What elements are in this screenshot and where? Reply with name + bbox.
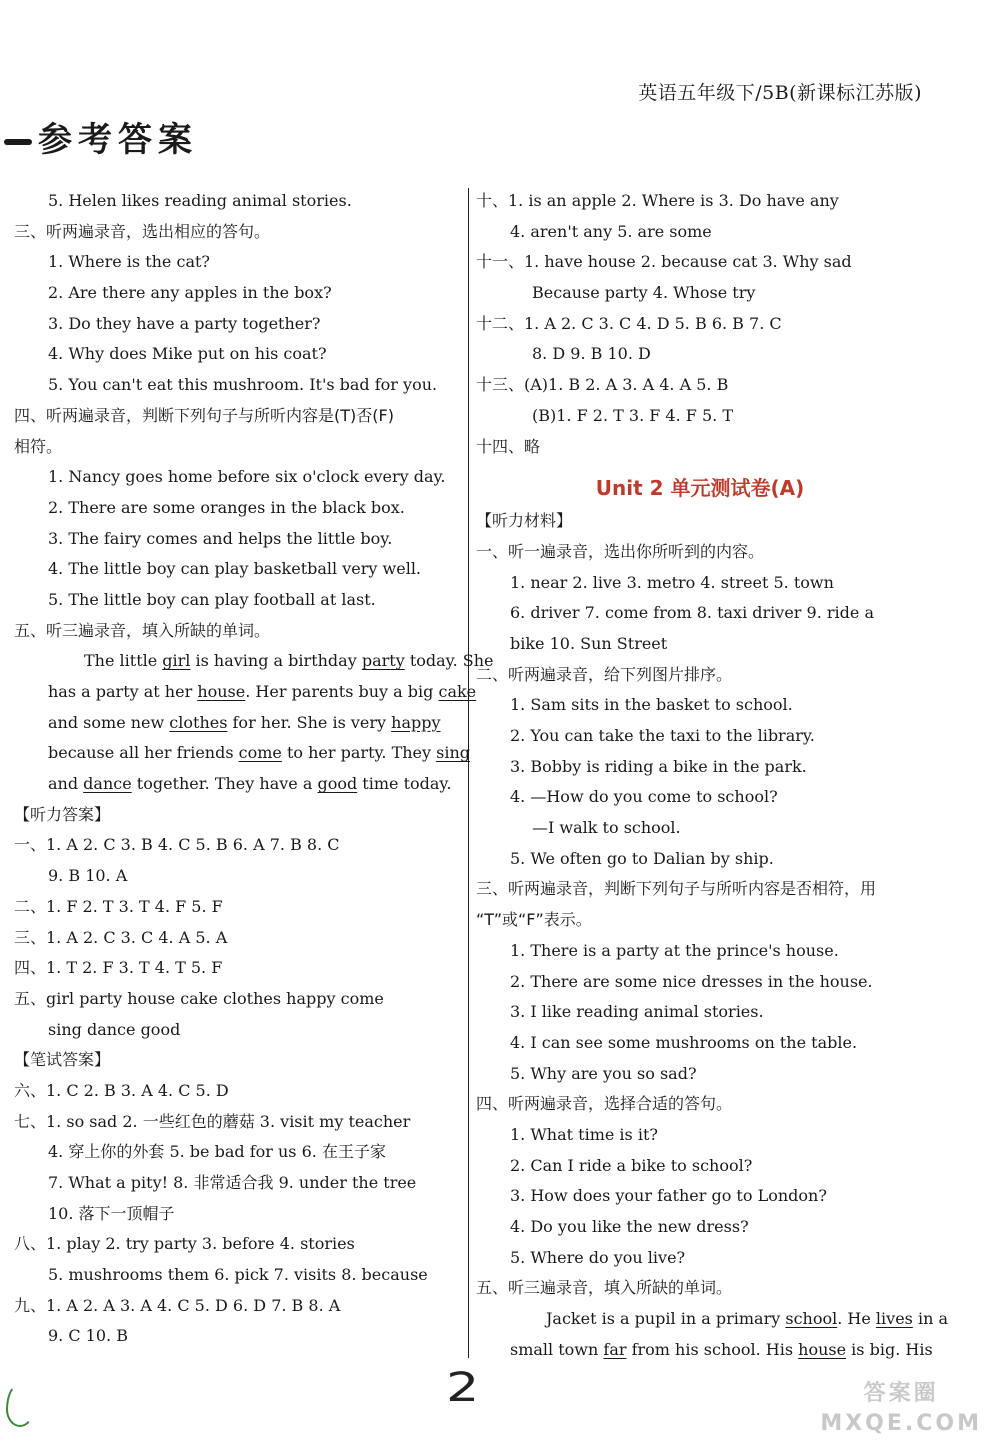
leaf-decoration-icon	[6, 1383, 34, 1427]
blank-answer: happy	[391, 712, 441, 732]
list-item: 3. How does your father go to London?	[510, 1186, 827, 1206]
right-column	[476, 186, 949, 1365]
answer-line: 十三、(A)1. B 2. A 3. A 4. A 5. B	[476, 375, 729, 395]
blank-answer: girl	[162, 651, 191, 671]
passage-text: has a party at her	[48, 682, 198, 701]
passage-text: small town	[510, 1339, 604, 1359]
answer-line: 六、1. C 2. B 3. A 4. C 5. D	[14, 1080, 229, 1100]
passage-text: . Her parents buy a big	[245, 682, 439, 701]
list-item: 2. There are some nice dresses in the house.	[510, 971, 873, 991]
answer-line: 5. mushrooms them 6. pick 7. visits 8. because	[48, 1265, 428, 1285]
passage-line	[14, 708, 462, 739]
blank-answer: party	[361, 651, 405, 671]
blank-answer: dance	[83, 774, 132, 794]
passage-text: from his school. His	[626, 1339, 799, 1359]
list-item: 1. What time is it?	[510, 1124, 658, 1144]
list-item: 1. Sam sits in the basket to school.	[510, 695, 793, 715]
blank-answer: sing	[436, 743, 471, 763]
blank-answer: house	[798, 1339, 847, 1359]
page-number: 2	[446, 1365, 480, 1411]
passage-line	[14, 677, 477, 708]
left-column	[14, 186, 494, 1352]
passage-text: and some new	[48, 712, 170, 732]
answer-line: 八、1. play 2. try party 3. before 4. stories	[14, 1234, 355, 1254]
passage-line	[14, 738, 471, 769]
passage-text: today. She	[404, 651, 494, 671]
passage-text: to her party. They	[281, 743, 437, 763]
answer-line: 一、1. A 2. C 3. B 4. C 5. B 6. A 7. B 8. C	[14, 835, 340, 855]
watermark-text: 答案圈	[863, 1381, 939, 1406]
section-heading: 五、听三遍录音，填入所缺的单词。	[476, 1278, 733, 1298]
section-heading: 四、听两遍录音，选择合适的答句。	[476, 1094, 733, 1114]
section-heading: 一、听一遍录音，选出你所听到的内容。	[476, 541, 765, 561]
passage-text: is big. His	[846, 1339, 933, 1359]
answer-line: 4. 穿上你的外套 5. be bad for us 6. 在王子家	[48, 1142, 386, 1162]
list-item: 3. The fairy comes and helps the little boy.	[48, 528, 393, 548]
section-heading-cont: “T”或“F”表示。	[476, 910, 592, 930]
list-item: 2. Are there any apples in the box?	[48, 283, 332, 303]
answer-line: 十二、1. A 2. C 3. C 4. D 5. B 6. B 7. C	[476, 313, 782, 333]
blank-answer: clothes	[169, 712, 228, 732]
passage-text: for her. She is very	[227, 712, 392, 732]
section-heading: 二、听两遍录音，给下列图片排序。	[476, 664, 733, 684]
listening-material-title: 【听力材料】	[476, 511, 573, 531]
list-item: 2. Can I ride a bike to school?	[510, 1155, 753, 1175]
answer-line: 五、girl party house cake clothes happy come	[14, 988, 384, 1008]
section-title-text: 参考答案	[38, 120, 198, 160]
list-item: 3. Do they have a party together?	[48, 313, 321, 333]
passage-line	[476, 1304, 949, 1335]
column-divider	[468, 188, 469, 1358]
section-heading: 三、听两遍录音，判断下列句子与所听内容是否相符，用	[476, 879, 877, 899]
answer-line: (B)1. F 2. T 3. F 4. F 5. T	[532, 405, 733, 425]
list-item: 4. Why does Mike put on his coat?	[48, 344, 327, 364]
list-item: 1. near 2. live 3. metro 4. street 5. town	[510, 572, 834, 592]
blank-answer: come	[238, 743, 282, 763]
answer-line: 九、1. A 2. A 3. A 4. C 5. D 6. D 7. B 8. A	[14, 1295, 341, 1315]
answer-line: 十四、略	[476, 436, 541, 456]
blank-answer: school	[785, 1309, 838, 1329]
list-item: 4. I can see some mushrooms on the table.	[510, 1032, 858, 1052]
passage-line	[14, 646, 494, 677]
list-item: 4. —How do you come to school?	[510, 787, 778, 807]
passage-text: together. They have a	[131, 774, 318, 794]
section-heading: 四、听两遍录音，判断下列句子与所听内容是(T)否(F)	[14, 405, 394, 425]
list-item: 6. driver 7. come from 8. taxi driver 9. ride a	[510, 603, 874, 623]
list-item: 5. Why are you so sad?	[510, 1063, 697, 1083]
watermark	[820, 1379, 982, 1439]
written-answers-title: 【笔试答案】	[14, 1050, 111, 1070]
passage-text: time today.	[357, 774, 452, 794]
list-item: 4. The little boy can play basketball very well.	[48, 559, 422, 579]
book-title: 英语五年级下/5B(新课标江苏版)	[638, 82, 922, 104]
passage-text: The little	[84, 651, 163, 671]
list-item: 3. Bobby is riding a bike in the park.	[510, 756, 807, 776]
list-item: 3. I like reading animal stories.	[510, 1002, 764, 1022]
blank-answer: good	[317, 774, 358, 794]
passage-text: Jacket is a pupil in a primary	[546, 1309, 786, 1329]
passage-line	[14, 769, 462, 800]
listening-answers-title: 【听力答案】	[14, 804, 111, 824]
list-item: 1. Where is the cat?	[48, 252, 210, 272]
list-item: 2. You can take the taxi to the library.	[510, 726, 815, 745]
answer-line: 7. What a pity! 8. 非常适合我 9. under the tree	[48, 1173, 417, 1192]
list-item: 2. There are some oranges in the black box.	[48, 497, 405, 517]
answer-line: 10. 落下一顶帽子	[48, 1203, 175, 1223]
blank-answer: cake	[438, 682, 477, 701]
list-item: 5. You can't eat this mushroom. It's bad for you.	[48, 375, 438, 395]
answer-line: 四、1. T 2. F 3. T 4. T 5. F	[14, 958, 223, 978]
answer-line: 8. D 9. B 10. D	[532, 344, 651, 364]
list-item: —I walk to school.	[532, 818, 681, 838]
blank-answer: lives	[875, 1309, 913, 1329]
answer-line: 三、1. A 2. C 3. C 4. A 5. A	[14, 927, 228, 947]
list-item: 4. Do you like the new dress?	[510, 1217, 749, 1236]
passage-text: . He	[837, 1309, 876, 1329]
answer-line: 4. aren't any 5. are some	[510, 221, 712, 241]
text-line: 5. Helen likes reading animal stories.	[48, 191, 352, 210]
blank-answer: far	[603, 1339, 627, 1359]
passage-text: and	[48, 774, 84, 794]
answer-line: 二、1. F 2. T 3. T 4. F 5. F	[14, 896, 223, 916]
title-mark-icon	[4, 139, 32, 145]
answer-line: 十、1. is an apple 2. Where is 3. Do have any	[476, 191, 839, 210]
list-item: 5. We often go to Dalian by ship.	[510, 848, 774, 868]
list-item: 1. There is a party at the prince's house.	[510, 940, 839, 960]
list-item: 5. The little boy can play football at last.	[48, 589, 376, 609]
unit-title: Unit 2 单元测试卷(A)	[595, 476, 805, 501]
passage-line	[476, 1335, 933, 1366]
section-heading-cont: 相符。	[14, 436, 63, 456]
section-heading: 三、听两遍录音，选出相应的答句。	[14, 221, 271, 241]
section-title	[4, 112, 198, 161]
blank-answer: house	[197, 682, 246, 701]
answer-line: Because party 4. Whose try	[532, 283, 756, 303]
list-item: 5. Where do you live?	[510, 1247, 686, 1267]
answer-line: 9. C 10. B	[48, 1326, 128, 1346]
answer-line: 十一、1. have house 2. because cat 3. Why sad	[476, 252, 852, 272]
section-heading: 五、听三遍录音，填入所缺的单词。	[14, 620, 271, 640]
passage-text: is having a birthday	[190, 651, 362, 671]
watermark-url: MXQE.COM	[820, 1411, 982, 1436]
answer-line: sing dance good	[48, 1019, 181, 1039]
passage-text: in a	[912, 1309, 949, 1329]
answer-line: 9. B 10. A	[48, 866, 128, 886]
list-item: bike 10. Sun Street	[510, 633, 668, 653]
answer-line: 七、1. so sad 2. 一些红色的蘑菇 3. visit my teacher	[14, 1111, 411, 1131]
passage-text: because all her friends	[48, 743, 239, 763]
list-item: 1. Nancy goes home before six o'clock every day.	[48, 467, 446, 487]
